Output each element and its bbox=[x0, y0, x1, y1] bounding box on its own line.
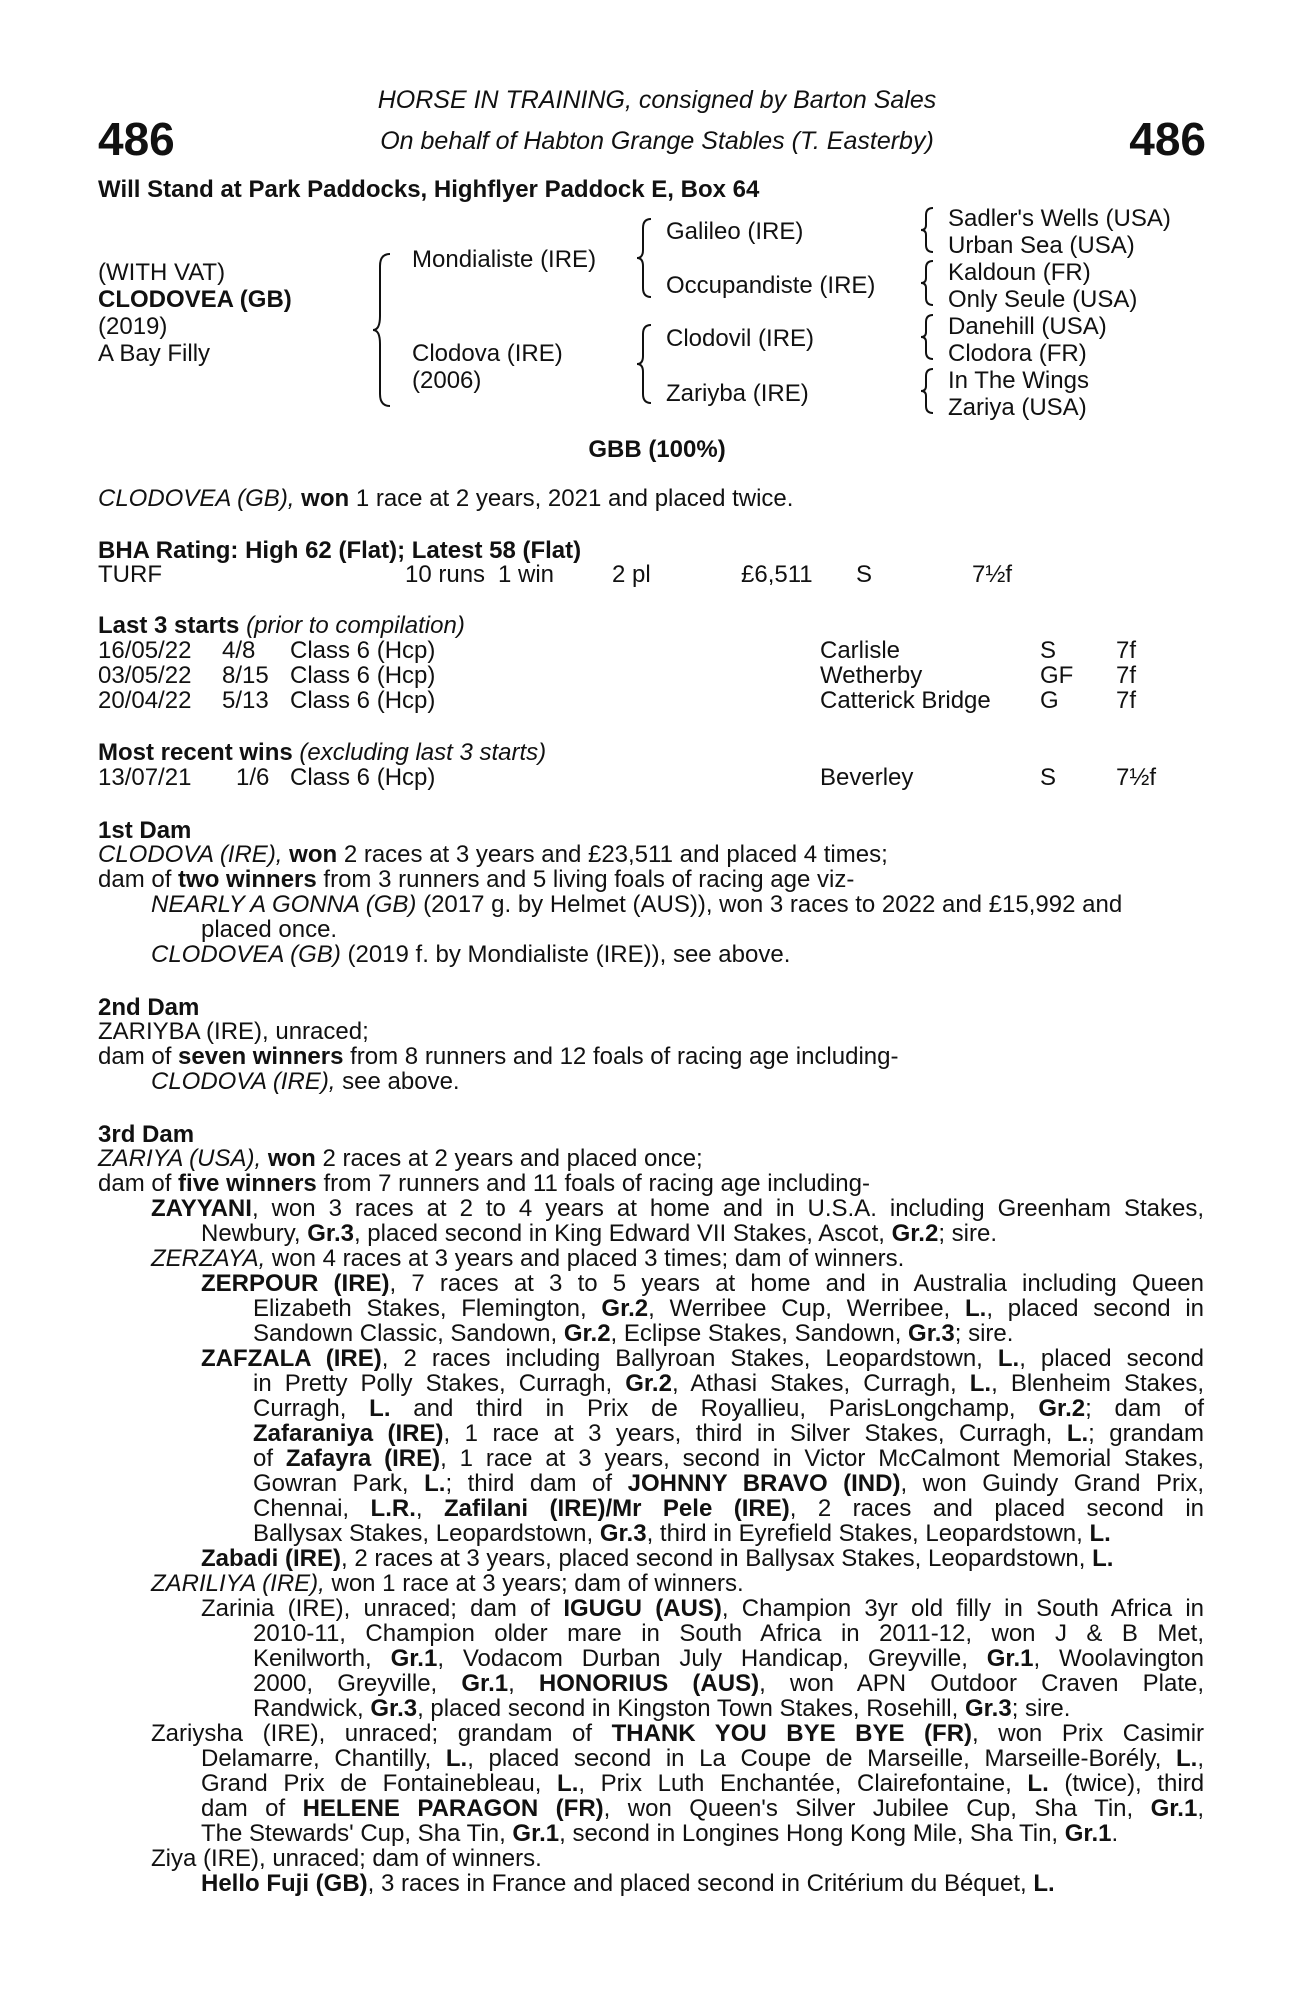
zerpour-line-3: Sandown Classic, Sandown, Gr.2, Eclipse Stakes, Sandown, Gr.3; sire. bbox=[253, 1320, 1014, 1347]
rating-wins: 1 win bbox=[498, 561, 555, 588]
dam-sire: Clodovil (IRE) bbox=[666, 325, 815, 352]
row-going: S bbox=[1040, 637, 1057, 664]
zarinia-line-1: Zarinia (IRE), unraced; dam of IGUGU (AUS), Champion 3yr old filly in South Africa in bbox=[201, 1595, 1204, 1622]
dam-year: (2006) bbox=[412, 367, 482, 394]
zarinia-line-4: 2000, Greyville, Gr.1, HONORIUS (AUS), won APN Outdoor Craven Plate, bbox=[253, 1670, 1205, 1697]
last3-heading: Last 3 starts (prior to compilation) bbox=[98, 612, 465, 639]
rating-prize: £6,511 bbox=[741, 561, 813, 588]
pedigree-bracket-3c bbox=[918, 312, 936, 362]
pedigree-bracket-1 bbox=[370, 250, 394, 410]
row-distance: 7f bbox=[1116, 687, 1137, 714]
race-summary: CLODOVEA (GB), won 1 race at 2 years, 2021 and placed twice. bbox=[98, 485, 794, 512]
zafzala-line-8: Ballysax Stakes, Leopardstown, Gr.3, third in Eyrefield Stakes, Leopardstown, L. bbox=[253, 1520, 1111, 1547]
zayyani-line-2: Newbury, Gr.3, placed second in King Edward VII Stakes, Ascot, Gr.2; sire. bbox=[201, 1220, 997, 1247]
recent-wins-heading: Most recent wins (excluding last 3 starts) bbox=[98, 739, 547, 766]
produce-nearly-a-gonna-cont: placed once. bbox=[201, 916, 338, 943]
gg-2: Urban Sea (USA) bbox=[948, 232, 1135, 259]
second-dam-line: ZARIYBA (IRE), unraced; bbox=[98, 1018, 369, 1045]
row-going: G bbox=[1040, 687, 1059, 714]
gg-3: Kaldoun (FR) bbox=[948, 259, 1091, 286]
zariliya-line: ZARILIYA (IRE), won 1 race at 3 years; dam of winners. bbox=[151, 1570, 744, 1597]
row-date: 13/07/21 bbox=[98, 764, 192, 791]
row-distance: 7f bbox=[1116, 662, 1137, 689]
horse-year: (2019) bbox=[98, 313, 168, 340]
produce-clodova: CLODOVA (IRE), see above. bbox=[151, 1068, 460, 1095]
rating-placed: 2 pl bbox=[612, 561, 651, 588]
gg-1: Sadler's Wells (USA) bbox=[948, 205, 1171, 232]
rating-surface: TURF bbox=[98, 561, 162, 588]
zariysha-line-4: dam of HELENE PARAGON (FR), won Queen's Silver Jubilee Cup, Sha Tin, Gr.1, bbox=[201, 1795, 1204, 1822]
vat-label: (WITH VAT) bbox=[98, 259, 226, 286]
zafzala-line-5: of Zafayra (IRE), 1 race at 3 years, second in Victor McCalmont Memorial Stakes, bbox=[253, 1445, 1204, 1472]
row-distance: 7f bbox=[1116, 637, 1137, 664]
rating-going: S bbox=[856, 561, 873, 588]
zafzala-line-6: Gowran Park, L.; third dam of JOHNNY BRAVO (IND), won Guindy Grand Prix, bbox=[253, 1470, 1204, 1497]
zariysha-line-1: Zariysha (IRE), unraced; grandam of THANK YOU BYE BYE (FR), won Prix Casimir bbox=[151, 1720, 1205, 1747]
zayyani-line-1: ZAYYANI, won 3 races at 2 to 4 years at home and in U.S.A. including Greenham Stakes, bbox=[151, 1195, 1204, 1222]
zarinia-line-2: 2010-11, Champion older mare in South Africa in 2011-12, won J & B Met, bbox=[253, 1620, 1204, 1647]
hello-fuji-line: Hello Fuji (GB), 3 races in France and placed second in Critérium du Béquet, L. bbox=[201, 1870, 1055, 1897]
row-date: 16/05/22 bbox=[98, 637, 192, 664]
zafzala-line-4: Zafaraniya (IRE), 1 race at 3 years, third in Silver Stakes, Curragh, L.; grandam bbox=[253, 1420, 1204, 1447]
zarinia-line-5: Randwick, Gr.3, placed second in Kingston Town Stakes, Rosehill, Gr.3; sire. bbox=[253, 1695, 1071, 1722]
row-class: Class 6 (Hcp) bbox=[290, 662, 436, 689]
rating-distance: 7½f bbox=[972, 561, 1013, 588]
pedigree-bracket-2b bbox=[634, 322, 654, 406]
first-dam-produce: dam of two winners from 3 runners and 5 living foals of racing age viz- bbox=[98, 866, 855, 893]
first-dam-line: CLODOVA (IRE), won 2 races at 3 years and £23,511 and placed 4 times; bbox=[98, 841, 888, 868]
sire-sire: Galileo (IRE) bbox=[666, 218, 804, 245]
zariysha-line-5: The Stewards' Cup, Sha Tin, Gr.1, second in Longines Hong Kong Mile, Sha Tin, Gr.1. bbox=[201, 1820, 1119, 1847]
zafzala-line-3: Curragh, L. and third in Prix de Royallieu, ParisLongchamp, Gr.2; dam of bbox=[253, 1395, 1205, 1422]
lot-number-right: 486 bbox=[1129, 113, 1206, 165]
gg-5: Danehill (USA) bbox=[948, 313, 1107, 340]
row-course: Wetherby bbox=[820, 662, 923, 689]
row-class: Class 6 (Hcp) bbox=[290, 637, 436, 664]
third-dam-produce: dam of five winners from 7 runners and 11 foals of racing age including- bbox=[98, 1170, 870, 1197]
second-dam-produce: dam of seven winners from 8 runners and 12 foals of racing age including- bbox=[98, 1043, 899, 1070]
vendor-line: On behalf of Habton Grange Stables (T. Easterby) bbox=[380, 127, 934, 155]
zariysha-line-2: Delamarre, Chantilly, L., placed second in La Coupe de Marseille, Marseille-Borély, L., bbox=[201, 1745, 1204, 1772]
zafzala-line-7: Chennai, L.R., Zafilani (IRE)/Mr Pele (IRE), 2 races and placed second in bbox=[253, 1495, 1205, 1522]
zafzala-line-2: in Pretty Polly Stakes, Curragh, Gr.2, Athasi Stakes, Curragh, L., Blenheim Stakes, bbox=[253, 1370, 1205, 1397]
gg-6: Clodora (FR) bbox=[948, 340, 1087, 367]
row-date: 03/05/22 bbox=[98, 662, 192, 689]
sire: Mondialiste (IRE) bbox=[412, 246, 597, 273]
gg-8: Zariya (USA) bbox=[948, 394, 1087, 421]
pedigree-bracket-2a bbox=[634, 216, 654, 300]
row-going: S bbox=[1040, 764, 1057, 791]
dam: Clodova (IRE) bbox=[412, 340, 563, 367]
zafzala-line-1: ZAFZALA (IRE), 2 races including Ballyroan Stakes, Leopardstown, L., placed second bbox=[201, 1345, 1205, 1372]
row-position: 1/6 bbox=[236, 764, 270, 791]
row-position: 8/15 bbox=[222, 662, 269, 689]
row-date: 20/04/22 bbox=[98, 687, 192, 714]
row-class: Class 6 (Hcp) bbox=[290, 764, 436, 791]
second-dam-heading: 2nd Dam bbox=[98, 994, 200, 1021]
pedigree-bracket-3a bbox=[918, 205, 936, 255]
zerpour-line-2: Elizabeth Stakes, Flemington, Gr.2, Werribee Cup, Werribee, L., placed second in bbox=[253, 1295, 1205, 1322]
zerzaya-line: ZERZAYA, won 4 races at 3 years and placed 3 times; dam of winners. bbox=[151, 1245, 905, 1272]
third-dam-line: ZARIYA (USA), won 2 races at 2 years and placed once; bbox=[98, 1145, 703, 1172]
gg-7: In The Wings bbox=[948, 367, 1089, 394]
row-position: 4/8 bbox=[222, 637, 256, 664]
sire-dam: Occupandiste (IRE) bbox=[666, 272, 876, 299]
rating-runs: 10 runs bbox=[405, 561, 486, 588]
zerpour-line-1: ZERPOUR (IRE), 7 races at 3 to 5 years at home and in Australia including Queen bbox=[201, 1270, 1204, 1297]
zarinia-line-3: Kenilworth, Gr.1, Vodacom Durban July Handicap, Greyville, Gr.1, Woolavington bbox=[253, 1645, 1204, 1672]
third-dam-heading: 3rd Dam bbox=[98, 1121, 195, 1148]
row-distance: 7½f bbox=[1116, 764, 1157, 791]
pedigree-bracket-3b bbox=[918, 258, 936, 308]
row-going: GF bbox=[1040, 662, 1074, 689]
pedigree-bracket-3d bbox=[918, 366, 936, 416]
ziya-line: Ziya (IRE), unraced; dam of winners. bbox=[151, 1845, 542, 1872]
consignor-line: HORSE IN TRAINING, consigned by Barton Sales bbox=[377, 86, 937, 114]
dam-dam: Zariyba (IRE) bbox=[666, 380, 809, 407]
row-course: Catterick Bridge bbox=[820, 687, 991, 714]
zabadi-line: Zabadi (IRE), 2 races at 3 years, placed second in Ballysax Stakes, Leopardstown, L. bbox=[201, 1545, 1114, 1572]
row-position: 5/13 bbox=[222, 687, 269, 714]
lot-number-left: 486 bbox=[98, 113, 175, 165]
row-course: Carlisle bbox=[820, 637, 901, 664]
bha-rating: BHA Rating: High 62 (Flat); Latest 58 (Flat) bbox=[98, 537, 582, 564]
zariysha-line-3: Grand Prix de Fontainebleau, L., Prix Luth Enchantée, Clairefontaine, L. (twice), third bbox=[201, 1770, 1205, 1797]
gbb-label: GBB (100%) bbox=[588, 436, 726, 463]
row-class: Class 6 (Hcp) bbox=[290, 687, 436, 714]
horse-description: A Bay Filly bbox=[98, 340, 211, 367]
row-course: Beverley bbox=[820, 764, 914, 791]
produce-clodovea: CLODOVEA (GB) (2019 f. by Mondialiste (IRE)), see above. bbox=[151, 941, 791, 968]
gg-4: Only Seule (USA) bbox=[948, 286, 1138, 313]
first-dam-heading: 1st Dam bbox=[98, 817, 192, 844]
produce-nearly-a-gonna: NEARLY A GONNA (GB) (2017 g. by Helmet (AUS)), won 3 races to 2022 and £15,992 and bbox=[151, 891, 1123, 918]
stand-location: Will Stand at Park Paddocks, Highflyer Paddock E, Box 64 bbox=[98, 176, 760, 203]
horse-name: CLODOVEA (GB) bbox=[98, 286, 292, 313]
